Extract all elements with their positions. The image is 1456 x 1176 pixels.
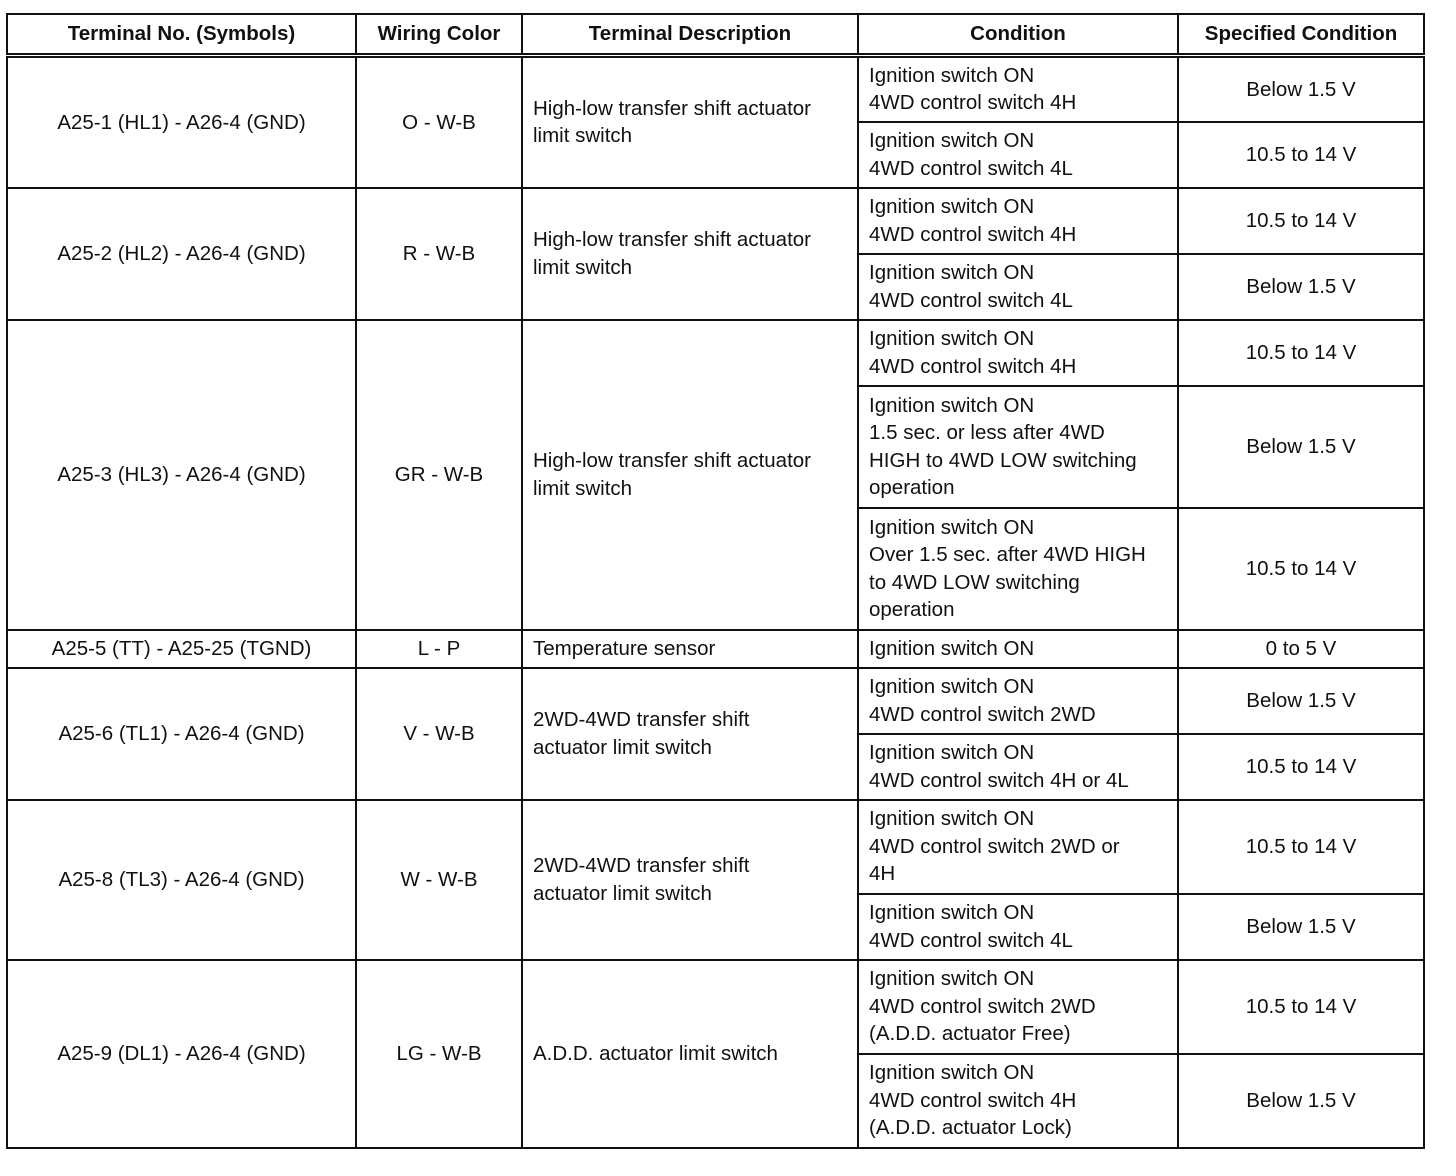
specified-condition-cell: 10.5 to 14 V	[1178, 800, 1424, 894]
condition-cell: Ignition switch ON 4WD control switch 4H	[858, 56, 1178, 122]
terminal-cell: A25-1 (HL1) - A26-4 (GND)	[7, 56, 356, 188]
specified-condition-cell: Below 1.5 V	[1178, 1054, 1424, 1148]
condition-cell: Ignition switch ON 4WD control switch 4H or 4L	[858, 734, 1178, 800]
specified-condition-cell: 10.5 to 14 V	[1178, 320, 1424, 386]
specified-condition-cell: 10.5 to 14 V	[1178, 734, 1424, 800]
table-row	[7, 320, 1424, 386]
condition-cell: Ignition switch ON 1.5 sec. or less after 4WD HIGH to 4WD LOW switching operation	[858, 386, 1178, 508]
header-condition: Condition	[858, 14, 1178, 56]
terminal-cell: A25-3 (HL3) - A26-4 (GND)	[7, 320, 356, 630]
condition-cell: Ignition switch ON 4WD control switch 2WD or 4H	[858, 800, 1178, 894]
specified-condition-cell: 10.5 to 14 V	[1178, 122, 1424, 188]
condition-cell: Ignition switch ON 4WD control switch 4H	[858, 320, 1178, 386]
header-specified-condition: Specified Condition	[1178, 14, 1424, 56]
description-cell	[522, 56, 858, 188]
terminal-spec-table	[6, 13, 1425, 1149]
description-cell	[522, 320, 858, 630]
description-cell	[522, 630, 858, 668]
wiring-color-cell: LG - W-B	[356, 960, 522, 1148]
wiring-color-cell: W - W-B	[356, 800, 522, 960]
condition-cell: Ignition switch ON 4WD control switch 4L	[858, 894, 1178, 960]
description-text: 2WD-4WD transfer shift actuator limit switch	[533, 854, 750, 905]
wiring-color-cell: GR - W-B	[356, 320, 522, 630]
condition-cell: Ignition switch ON 4WD control switch 4H	[858, 188, 1178, 254]
table-header	[7, 14, 1424, 56]
specified-condition-cell: Below 1.5 V	[1178, 56, 1424, 122]
specified-condition-cell: Below 1.5 V	[1178, 894, 1424, 960]
condition-cell: Ignition switch ON	[858, 630, 1178, 668]
wiring-color-cell: V - W-B	[356, 668, 522, 800]
description-text: A.D.D. actuator limit switch	[533, 1041, 778, 1065]
table-row	[7, 630, 1424, 668]
description-cell	[522, 188, 858, 320]
table-row	[7, 668, 1424, 734]
specified-condition-cell: 10.5 to 14 V	[1178, 508, 1424, 630]
specified-condition-cell: 10.5 to 14 V	[1178, 188, 1424, 254]
specified-condition-cell: 0 to 5 V	[1178, 630, 1424, 668]
terminal-cell: A25-9 (DL1) - A26-4 (GND)	[7, 960, 356, 1148]
table-row	[7, 56, 1424, 122]
condition-cell: Ignition switch ON Over 1.5 sec. after 4WD HIGH to 4WD LOW switching operation	[858, 508, 1178, 630]
description-cell	[522, 800, 858, 960]
description-text: 2WD-4WD transfer shift actuator limit switch	[533, 708, 750, 759]
wiring-color-cell: O - W-B	[356, 56, 522, 188]
condition-cell: Ignition switch ON 4WD control switch 4H (A.D.D. actuator Lock)	[858, 1054, 1178, 1148]
table-body	[7, 56, 1424, 1148]
condition-cell: Ignition switch ON 4WD control switch 2WD	[858, 668, 1178, 734]
wiring-color-cell: R - W-B	[356, 188, 522, 320]
condition-cell: Ignition switch ON 4WD control switch 4L	[858, 254, 1178, 320]
table-row	[7, 800, 1424, 894]
description-text: Temperature sensor	[533, 636, 716, 660]
specified-condition-cell: Below 1.5 V	[1178, 254, 1424, 320]
table-row	[7, 960, 1424, 1054]
table-row	[7, 188, 1424, 254]
specified-condition-cell: Below 1.5 V	[1178, 668, 1424, 734]
header-row	[7, 14, 1424, 56]
terminal-cell: A25-6 (TL1) - A26-4 (GND)	[7, 668, 356, 800]
terminal-cell: A25-8 (TL3) - A26-4 (GND)	[7, 800, 356, 960]
terminal-cell: A25-5 (TT) - A25-25 (TGND)	[7, 630, 356, 668]
wiring-color-cell: L - P	[356, 630, 522, 668]
specified-condition-cell: 10.5 to 14 V	[1178, 960, 1424, 1054]
terminal-cell: A25-2 (HL2) - A26-4 (GND)	[7, 188, 356, 320]
condition-cell: Ignition switch ON 4WD control switch 4L	[858, 122, 1178, 188]
header-terminal-description: Terminal Description	[522, 14, 858, 56]
condition-cell: Ignition switch ON 4WD control switch 2WD (A.D.D. actuator Free)	[858, 960, 1178, 1054]
header-wiring-color: Wiring Color	[356, 14, 522, 56]
description-cell	[522, 668, 858, 800]
description-text: High-low transfer shift actuator limit switch	[533, 96, 812, 148]
description-text: High-low transfer shift actuator limit switch	[533, 228, 812, 279]
description-cell	[522, 960, 858, 1148]
specified-condition-cell: Below 1.5 V	[1178, 386, 1424, 508]
header-terminal: Terminal No. (Symbols)	[7, 14, 356, 56]
description-text: High-low transfer shift actuator limit switch	[533, 449, 812, 500]
